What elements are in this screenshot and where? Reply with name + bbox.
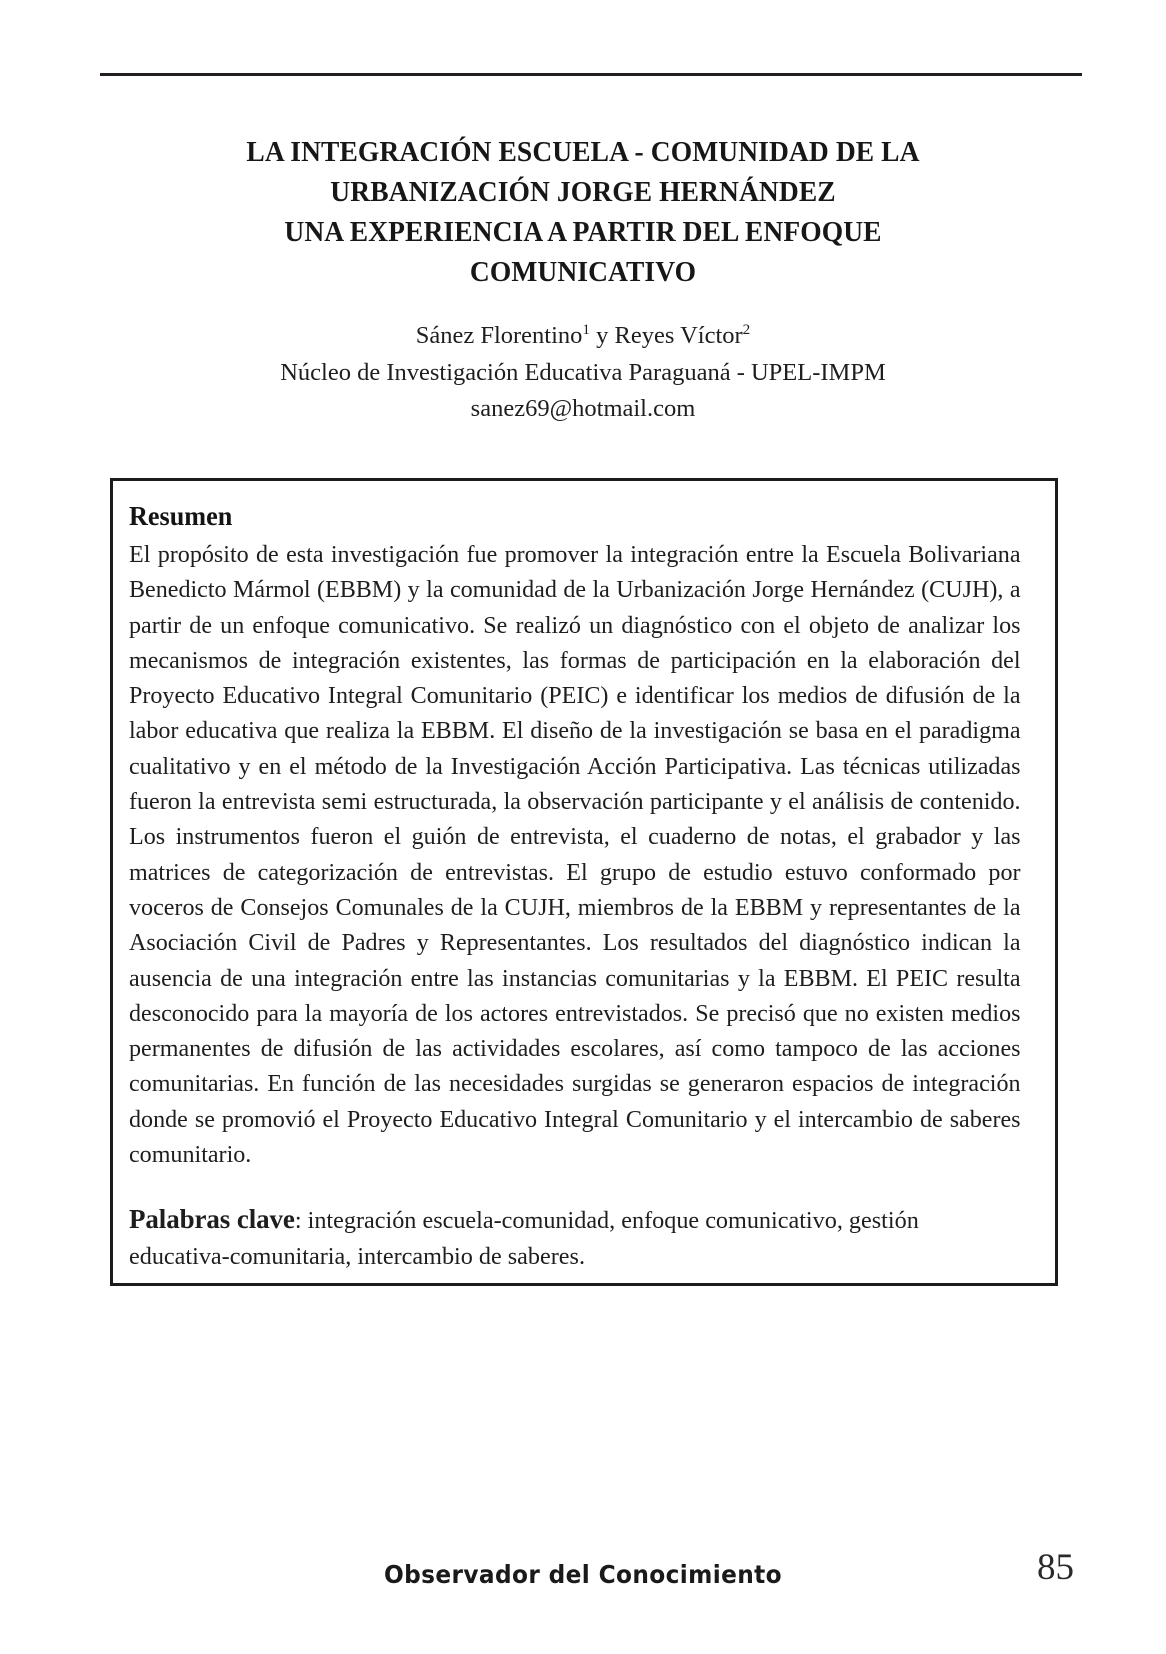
abstract-box bbox=[110, 478, 1058, 1286]
abstract-content bbox=[129, 499, 1025, 1274]
author-marker-2: 2 bbox=[742, 320, 751, 338]
author-block bbox=[110, 318, 1056, 428]
keywords-text: integración escuela-comunidad, enfoque comunicativo, gestión educativa-comunitaria, intercambio de saberes. bbox=[129, 1207, 919, 1270]
title-line-2: URBANIZACIÓN JORGE HERNÁNDEZ bbox=[330, 177, 836, 208]
footer-journal-name: Observador del Conocimiento bbox=[384, 1560, 782, 1589]
footer-page-number: 85 bbox=[1037, 1547, 1074, 1588]
author-name-2: Reyes Víctor bbox=[614, 322, 743, 349]
page-title bbox=[110, 133, 1056, 293]
title-line-4: COMUNICATIVO bbox=[469, 257, 697, 288]
author-name-1: Sánez Florentino bbox=[415, 322, 583, 349]
author-email: sanez69@hotmail.com bbox=[470, 395, 696, 422]
keywords-label: Palabras clave bbox=[129, 1204, 295, 1235]
abstract-heading: Resumen bbox=[129, 501, 233, 531]
author-marker-1: 1 bbox=[582, 320, 591, 338]
abstract-body-text: El propósito de esta investigación fue promover la integración entre la Escuela Bolivariana Benedicto Mármol (EBBM) y la comunidad de la Urbanización Jorge Hernández (CUJH), a partir de un enfoque comunicativo. Se realizó un diagnóstico con el objeto de analizar los mecanismos de integración existentes, las formas de participación en la elaboración del Proyecto Educativo Integral Comunitario (PEIC) e identificar los medios de difusión de la labor educativa que realiza la EBBM. El diseño de la investigación se basa en el paradigma cualitativo y en el método de la Investigación Acción Participativa. Las técnicas utilizadas fueron la entrevista semi estructurada, la observación participante y el análisis de contenido. Los instrumentos fueron el guión de entrevista, el cuaderno de notas, el grabador y las matrices de categorización de entrevistas. El grupo de estudio estuvo conformado por voceros de Consejos Comunales de la CUJH, miembros de la EBBM y representantes de la Asociación Civil de Padres y Representantes. Los resultados del diagnóstico indican la ausencia de una integración entre las instancias comunitarias y la EBBM. El PEIC resulta desconocido para la mayoría de los actores entrevistados. Se precisó que no existen medios permanentes de difusión de las actividades escolares, así como tampoco de las acciones comunitarias. En función de las necesidades surgidas se generaron espacios de integración donde se promovió el Proyecto Educativo Integral Comunitario y el intercambio de saberes comunitario. bbox=[129, 541, 1021, 1169]
author-names bbox=[110, 318, 1056, 355]
author-conjunction: y bbox=[590, 322, 615, 349]
keywords-section bbox=[129, 1202, 1025, 1274]
title-line-1: LA INTEGRACIÓN ESCUELA - COMUNIDAD DE LA bbox=[246, 137, 920, 168]
affiliation: Núcleo de Investigación Educativa Paraguaná - UPEL-IMPM bbox=[280, 358, 886, 386]
title-line-3: UNA EXPERIENCIA A PARTIR DEL ENFOQUE bbox=[284, 217, 882, 248]
keywords-separator: : bbox=[294, 1207, 308, 1235]
header-rule bbox=[100, 73, 1082, 76]
